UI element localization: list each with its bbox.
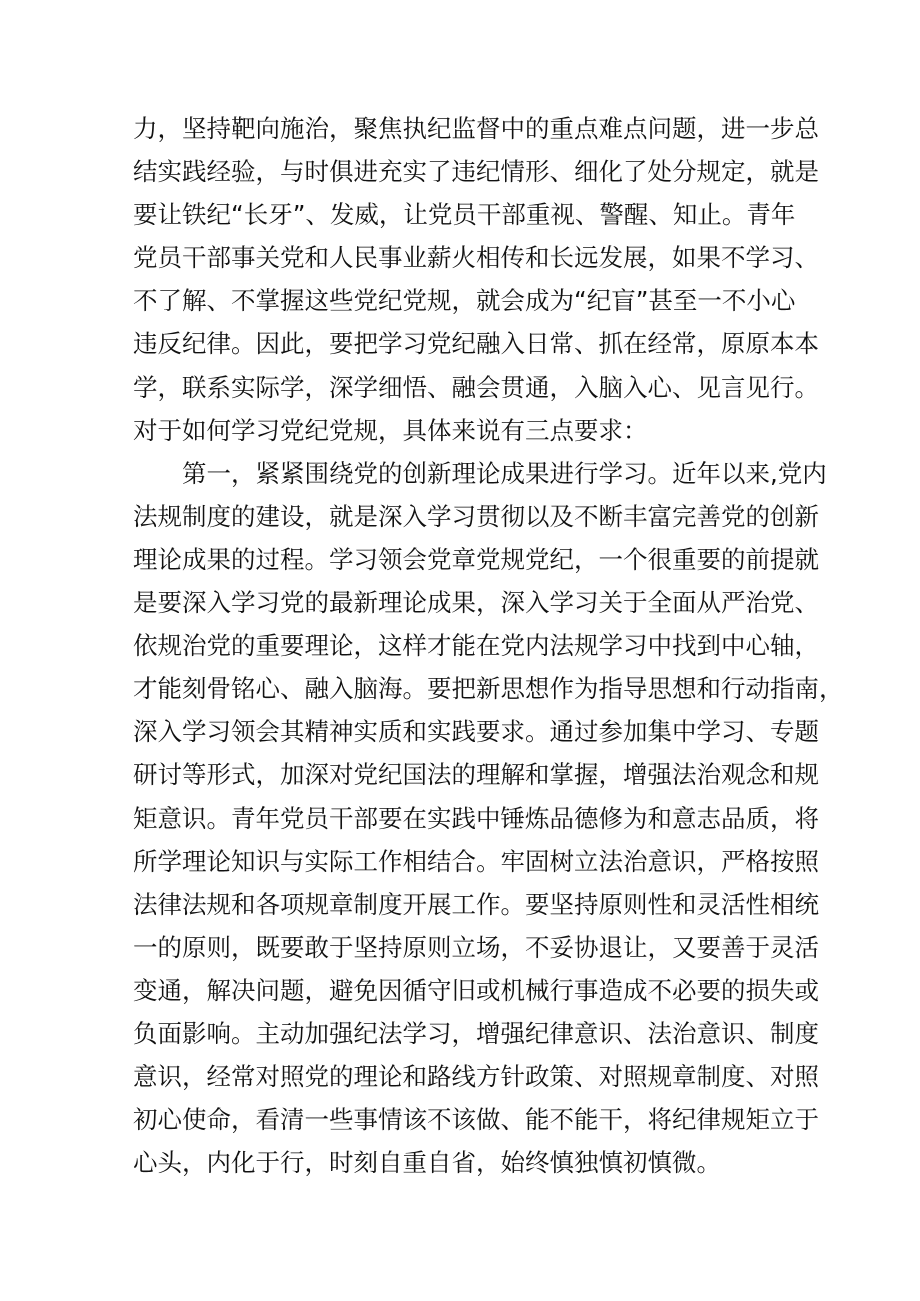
- text-line: 是要深入学习党的最新理论成果，深入学习关于全面从严治党、: [133, 588, 819, 618]
- body-text: [133, 107, 844, 1184]
- text-line: 研讨等形式，加深对党纪国法的理解和掌握，增强法治观念和规: [133, 760, 819, 790]
- text-line: 要让铁纪“长牙”、发威，让党员干部重视、警醒、知止。青年: [133, 200, 796, 230]
- text-line: 负面影响。主动加强纪法学习，增强纪律意识、法治意识、制度: [133, 1018, 819, 1048]
- text-line: 学，联系实际学，深学细悟、融会贯通，入脑入心、见言见行。: [133, 372, 819, 402]
- paragraph-2: [133, 452, 844, 1185]
- text-line: 第一，紧紧围绕党的创新理论成果进行学习。近年以来,党内: [182, 458, 827, 488]
- text-line: 初心使命，看清一些事情该不该做、能不能干，将纪律规矩立于: [133, 1105, 819, 1135]
- paragraph-1: [133, 107, 819, 452]
- text-line: 意识，经常对照党的理论和路线方针政策、对照规章制度、对照: [133, 1062, 819, 1092]
- text-line: 法律法规和各项规章制度开展工作。要坚持原则性和灵活性相统: [133, 889, 819, 919]
- text-line: 对于如何学习党纪党规，具体来说有三点要求：: [133, 415, 648, 445]
- text-line: 变通，解决问题，避免因循守旧或机械行事造成不必要的损失或: [133, 975, 819, 1005]
- text-line: 党员干部事关党和人民事业薪火相传和长远发展，如果不学习、: [133, 243, 819, 273]
- text-line: 结实践经验，与时俱进充实了违纪情形、细化了处分规定，就是: [133, 157, 819, 187]
- text-line: 力，坚持靶向施治，聚焦执纪监督中的重点难点问题，进一步总: [133, 114, 819, 143]
- text-line: 依规治党的重要理论，这样才能在党内法规学习中找到中心轴，: [133, 631, 819, 661]
- text-line: 不了解、不掌握这些党纪党规，就会成为“纪盲”甚至一不小心: [133, 286, 796, 316]
- text-line: 才能刻骨铭心、融入脑海。要把新思想作为指导思想和行动指南，: [133, 674, 844, 704]
- text-line: 法规制度的建设，就是深入学习贯彻以及不断丰富完善党的创新: [133, 501, 819, 531]
- text-line: 一的原则，既要敢于坚持原则立场，不妥协退让，又要善于灵活: [133, 932, 819, 962]
- text-line: 心头，内化于行，时刻自重自省，始终慎独慎初慎微。: [133, 1148, 721, 1178]
- text-line: 所学理论知识与实际工作相结合。牢固树立法治意识，严格按照: [133, 846, 819, 876]
- text-line: 违反纪律。因此，要把学习党纪融入日常、抓在经常，原原本本: [133, 329, 819, 359]
- text-line: 理论成果的过程。学习领会党章党规党纪，一个很重要的前提就: [133, 544, 819, 574]
- text-line: 矩意识。青年党员干部要在实践中锤炼品德修为和意志品质，将: [133, 803, 819, 833]
- text-line: 深入学习领会其精神实质和实践要求。通过参加集中学习、专题: [133, 717, 819, 747]
